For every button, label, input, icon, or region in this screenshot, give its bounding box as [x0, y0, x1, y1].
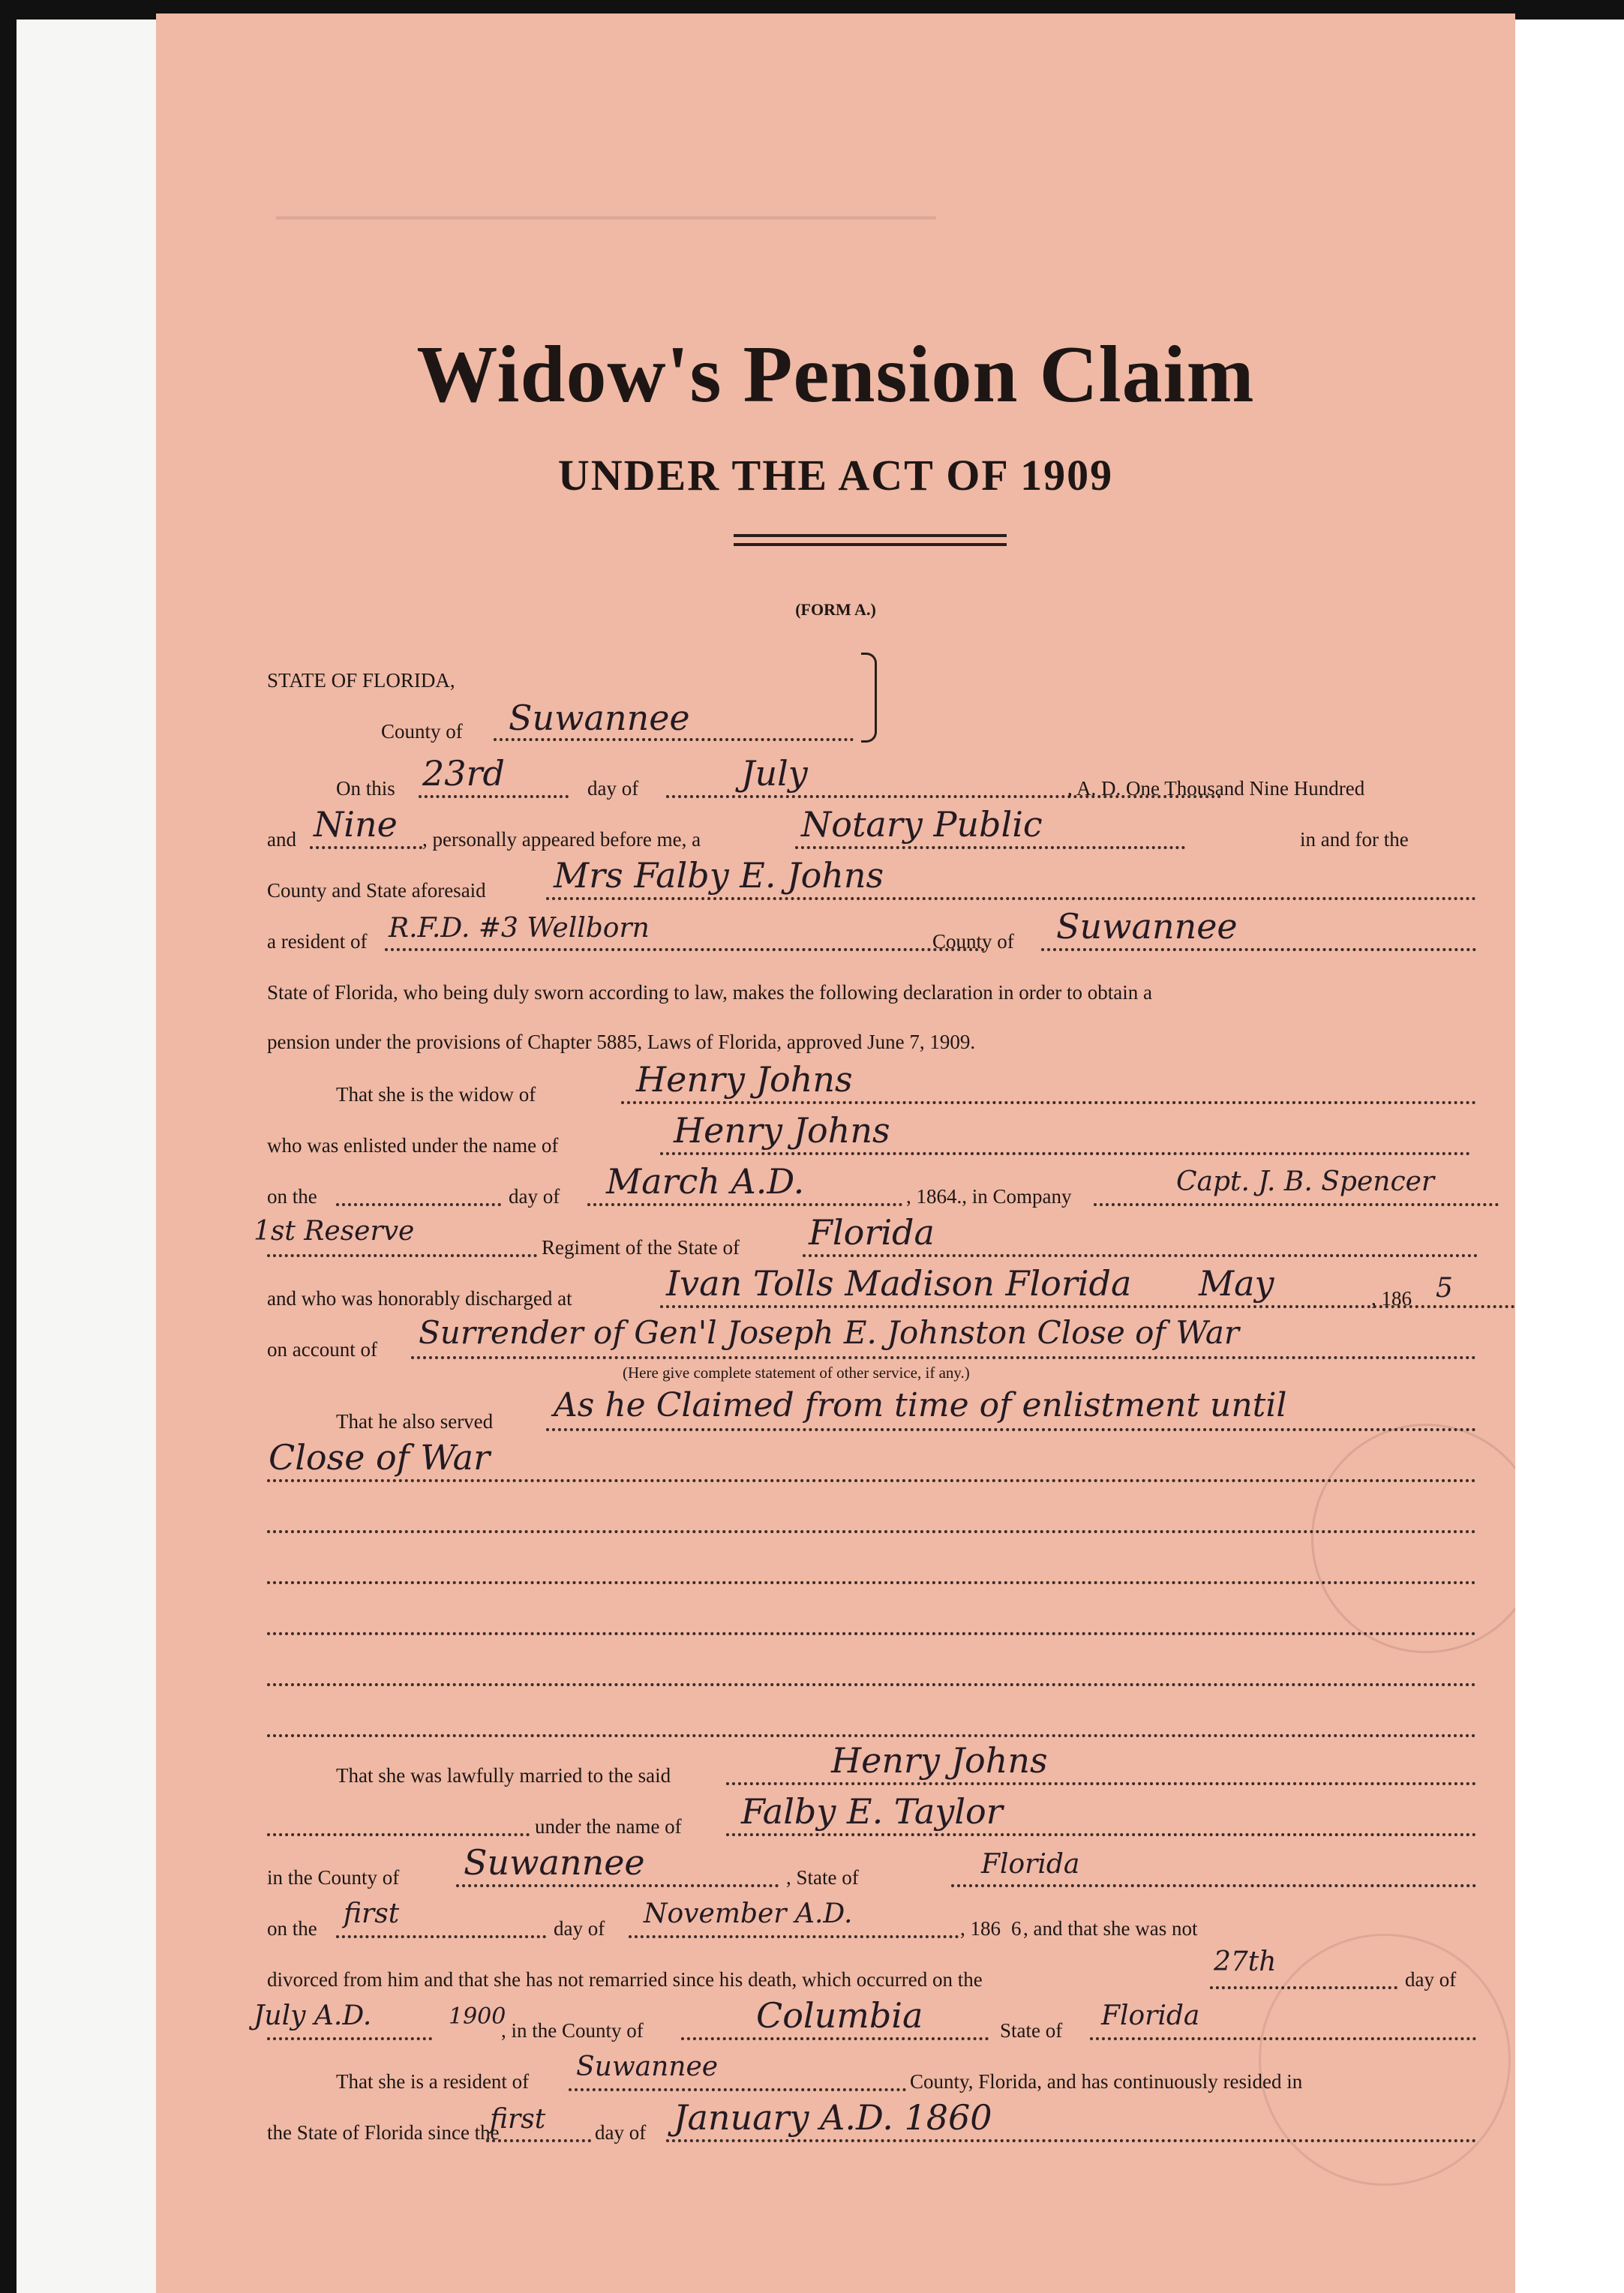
text-here-give: (Here give complete statement of other service, if any.) — [623, 1364, 970, 1382]
scan-left-margin — [17, 20, 156, 2293]
form-label: (FORM A.) — [795, 600, 876, 619]
county-label: County of — [381, 720, 463, 743]
text-day-of: day of — [595, 2121, 647, 2144]
scan-left-border — [0, 0, 17, 2293]
text-county-of: County of — [932, 930, 1014, 953]
text-day-of: day of — [554, 1917, 605, 1940]
scan-right-margin — [1515, 20, 1624, 2293]
text-county-state: County and State aforesaid — [267, 879, 486, 902]
also-served-value-2: Close of War — [269, 1437, 491, 1478]
bleed-through-mark: ▁▁▁▁▁▁▁▁▁▁▁▁▁▁▁▁▁▁▁▁▁▁▁▁▁▁▁▁▁▁▁▁▁▁▁▁▁▁▁▁▁▁▁▁ — [276, 217, 936, 239]
form-paper — [156, 14, 1515, 2293]
enlisted-name-value: Henry Johns — [674, 1110, 890, 1151]
fill-line — [267, 1479, 1476, 1482]
text-1864-company: , 1864., in Company — [906, 1185, 1072, 1208]
marriage-month-value: November A.D. — [644, 1898, 853, 1929]
since-day-value: first — [490, 2104, 546, 2135]
marriage-state-value: Florida — [981, 1849, 1080, 1880]
text-widow-of: That she is the widow of — [336, 1083, 536, 1106]
text-state-of: State of — [1000, 2019, 1063, 2042]
text-in-county-of: , in the County of — [501, 2019, 644, 2042]
fill-line — [666, 2139, 1476, 2142]
year-word-value: Nine — [314, 804, 398, 845]
fill-line — [456, 1884, 779, 1887]
marriage-day-value: first — [344, 1898, 400, 1929]
since-date-value: January A.D. 1860 — [674, 2097, 992, 2138]
regiment-state-value: Florida — [809, 1212, 935, 1253]
blank-fill-line — [267, 1734, 1476, 1737]
county-fill-line — [494, 738, 854, 741]
text-in-and-for: in and for the — [1300, 828, 1409, 851]
fill-line — [486, 2139, 591, 2142]
fill-line — [411, 1356, 1476, 1359]
maiden-name-value: Falby E. Taylor — [741, 1791, 1003, 1832]
fill-line — [629, 1935, 959, 1938]
fill-line — [1090, 2037, 1476, 2040]
title-rule — [734, 534, 1007, 537]
fill-line — [267, 2037, 432, 2040]
text-declaration: State of Florida, who being duly sworn according to law, makes the following declaration in order to obtain a — [267, 981, 1152, 1004]
embossed-seal — [1311, 1424, 1515, 1653]
fill-line — [795, 846, 1185, 849]
month-value: July — [741, 753, 808, 794]
company-value: Capt. J. B. Spencer — [1176, 1166, 1435, 1197]
fill-line — [419, 795, 569, 798]
text-married: That she was lawfully married to the said — [336, 1764, 671, 1787]
fill-line — [310, 846, 422, 849]
fill-line — [951, 1884, 1476, 1887]
text-on-this: On this — [336, 777, 395, 800]
text-and: and — [267, 828, 296, 851]
claimant-value: Mrs Falby E. Johns — [554, 855, 884, 896]
fill-line — [681, 2037, 989, 2040]
text-resident-of: a resident of — [267, 930, 368, 953]
fill-line — [621, 1101, 1476, 1104]
text-since: the State of Florida since the — [267, 2121, 500, 2144]
residence-county-value: Suwannee — [1056, 906, 1238, 947]
day-value: 23rd — [422, 753, 505, 794]
residence-value: R.F.D. #3 Wellborn — [389, 913, 650, 944]
text-personally: , personally appeared before me, a — [422, 828, 701, 851]
text-on-the: on the — [267, 1917, 317, 1940]
text-enlisted: who was enlisted under the name of — [267, 1134, 559, 1157]
death-state-value: Florida — [1101, 2000, 1200, 2031]
discharge-place-value: Ivan Tolls Madison Florida — [666, 1263, 1132, 1304]
death-county-value: Columbia — [756, 1995, 923, 2036]
fill-line — [569, 2088, 906, 2091]
text-day-of: day of — [509, 1185, 560, 1208]
blank-fill-line — [267, 1632, 1476, 1635]
text-ad: , A. D. One Thousand Nine Hundred — [1067, 777, 1365, 800]
fill-line — [726, 1782, 1476, 1785]
married-to-value: Henry Johns — [831, 1740, 1048, 1781]
text-186: , 186 — [960, 1917, 1001, 1940]
fill-line — [660, 1152, 1470, 1155]
text-in-county: in the County of — [267, 1866, 400, 1889]
blank-fill-line — [267, 1530, 1476, 1533]
title-rule — [734, 543, 1007, 546]
form-subtitle: UNDER THE ACT OF 1909 — [557, 451, 1114, 500]
also-served-value-1: As he Claimed from time of enlistment until — [554, 1386, 1287, 1424]
text-regiment: Regiment of the State of — [542, 1236, 740, 1259]
text-also-served: That he also served — [336, 1410, 494, 1433]
discharge-year-value: 5 — [1436, 1273, 1453, 1304]
text-day-of: day of — [587, 777, 639, 800]
death-year-value: 1900 — [449, 2003, 506, 2030]
blank-fill-line — [267, 1683, 1476, 1686]
widow-of-value: Henry Johns — [636, 1059, 853, 1100]
text-not-divorced: , and that she was not — [1023, 1917, 1198, 1940]
embossed-seal — [1259, 1934, 1511, 2186]
text-day-of: day of — [1405, 1968, 1457, 1991]
discharge-month-value: May — [1199, 1263, 1274, 1304]
state-heading: STATE OF FLORIDA, — [267, 669, 455, 692]
text-under-name: under the name of — [535, 1815, 682, 1838]
county-brace — [861, 653, 877, 743]
text-on-the: on the — [267, 1185, 317, 1208]
marriage-year-value: 6 — [1011, 1917, 1022, 1940]
enlisted-month-value: March A.D. — [606, 1161, 805, 1202]
officer-value: Notary Public — [801, 804, 1043, 845]
fill-line — [803, 1254, 1478, 1257]
fill-line — [336, 1203, 501, 1206]
text-on-account: on account of — [267, 1338, 377, 1361]
text-resident: That she is a resident of — [336, 2070, 530, 2093]
form-title: Widow's Pension Claim — [416, 330, 1255, 419]
fill-line — [587, 1203, 902, 1206]
fill-line — [546, 1428, 1476, 1431]
text-discharged: and who was honorably discharged at — [267, 1287, 572, 1310]
death-day-value: 27th — [1214, 1946, 1277, 1977]
death-month-value: July A.D. — [254, 2000, 372, 2031]
text-state-of: , State of — [786, 1866, 859, 1889]
blank-fill-line — [267, 1581, 1476, 1584]
text-divorced: divorced from him and that she has not remarried since his death, which occurred on the — [267, 1968, 983, 1991]
fill-line — [726, 1833, 1476, 1836]
fill-line — [336, 1935, 546, 1938]
fill-line — [1041, 948, 1476, 951]
regiment-value: 1st Reserve — [254, 1216, 415, 1247]
fill-line — [385, 948, 985, 951]
county-value: Suwannee — [509, 698, 690, 738]
fill-line — [1094, 1203, 1499, 1206]
fill-line — [267, 1254, 537, 1257]
fill-line — [267, 1833, 530, 1836]
text-186: , 186 — [1371, 1287, 1412, 1310]
fill-line — [1210, 1986, 1397, 1989]
text-pension: pension under the provisions of Chapter 5885, Laws of Florida, approved June 7, 1909. — [267, 1031, 976, 1053]
text-resided: County, Florida, and has continuously resided in — [910, 2070, 1303, 2093]
reason-value: Surrender of Gen'l Joseph E. Johnston Close of War — [419, 1314, 1239, 1351]
marriage-county-value: Suwannee — [464, 1842, 645, 1883]
current-county-value: Suwannee — [576, 2051, 719, 2082]
fill-line — [546, 897, 1476, 900]
